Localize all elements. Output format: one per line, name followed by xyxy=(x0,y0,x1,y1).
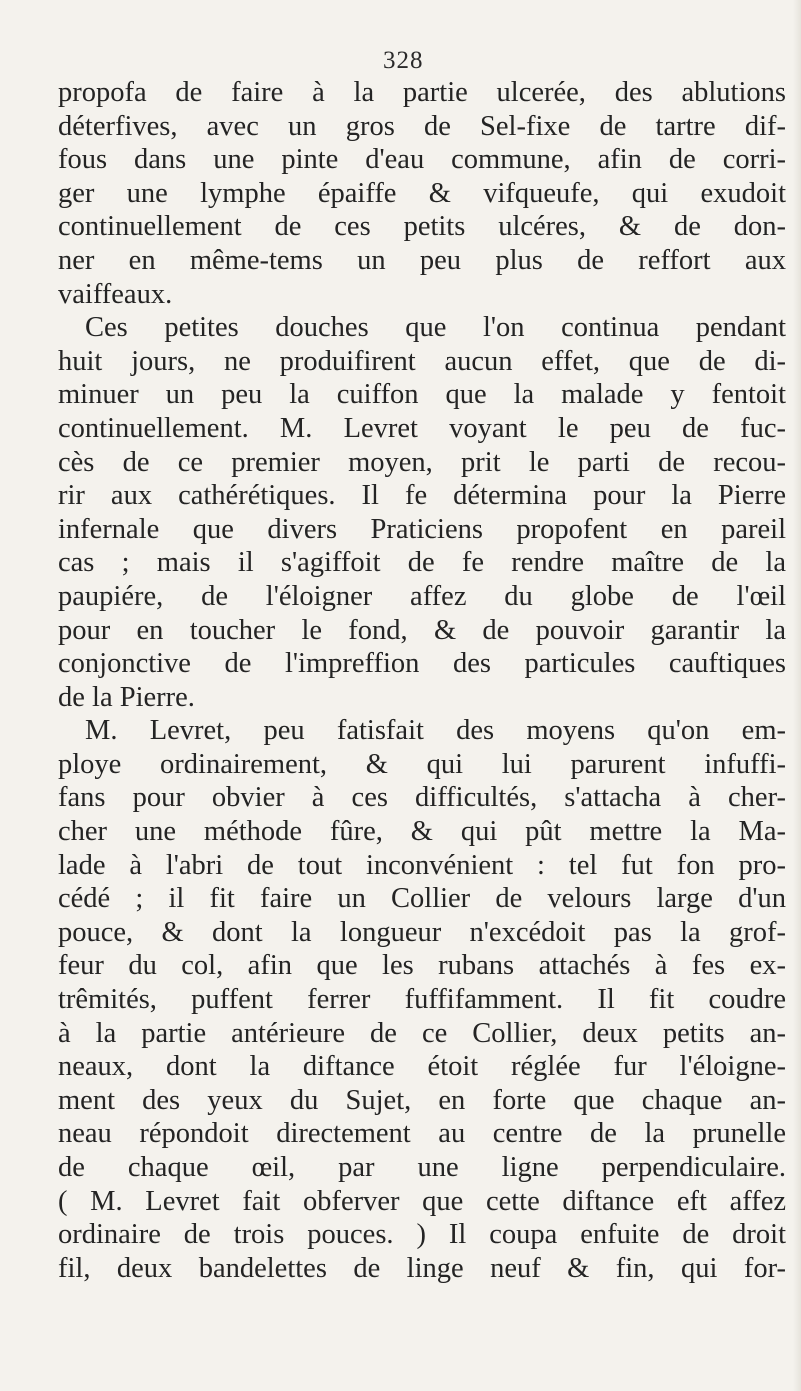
text-line: à la partie antérieure de ce Collier, deux petits an- xyxy=(58,1017,786,1049)
text-line: cès de ce premier moyen, prit le parti de recou- xyxy=(58,446,786,478)
text-line: ner en même-tems un peu plus de reffort aux xyxy=(58,244,786,276)
text-line: neaux, dont la diftance étoit réglée fur l'éloigne- xyxy=(58,1051,786,1083)
body-text xyxy=(58,76,786,1285)
text-line: rir aux cathérétiques. Il fe détermina pour la Pierre xyxy=(58,480,786,512)
text-line: ment des yeux du Sujet, en forte que chaque an- xyxy=(58,1084,786,1116)
text-line: cher une méthode fûre, & qui pût mettre la Ma- xyxy=(58,816,786,848)
text-line: déterfives, avec un gros de Sel-fixe de tartre dif- xyxy=(58,110,786,142)
text-line: pour en toucher le fond, & de pouvoir garantir la xyxy=(58,614,786,646)
text-line: continuellement. M. Levret voyant le peu de fuc- xyxy=(58,412,786,444)
text-line: pouce, & dont la longueur n'excédoit pas la grof- xyxy=(58,916,786,948)
text-line: fans pour obvier à ces difficultés, s'attacha à cher- xyxy=(58,782,786,814)
text-line: de la Pierre. xyxy=(58,681,195,713)
text-line: infernale que divers Praticiens propofent en pareil xyxy=(58,513,786,545)
paragraph-start-line: Ces petites douches que l'on continua pendant xyxy=(85,312,786,344)
text-line: cas ; mais il s'agiffoit de fe rendre maître de la xyxy=(58,547,786,579)
text-line: minuer un peu la cuiffon que la malade y fentoit xyxy=(58,379,786,411)
text-line: feur du col, afin que les rubans attachés à fes ex- xyxy=(58,950,786,982)
text-line: ( M. Levret fait obferver que cette diftance eft affez xyxy=(58,1185,786,1217)
text-line: paupiére, de l'éloigner affez du globe de l'œil xyxy=(58,580,786,612)
text-line: ger une lymphe épaiffe & vifqueufe, qui exudoit xyxy=(58,177,786,209)
text-line: huit jours, ne produifirent aucun effet, que de di- xyxy=(58,345,786,377)
text-line: conjonctive de l'impreffion des particules cauftiques xyxy=(58,648,786,680)
text-line: lade à l'abri de tout inconvénient : tel fut fon pro- xyxy=(58,849,786,881)
text-line: propofa de faire à la partie ulcerée, des ablutions xyxy=(58,77,786,108)
page-edge xyxy=(793,0,801,1391)
text-line: ordinaire de trois pouces. ) Il coupa enfuite de droit xyxy=(58,1219,786,1251)
text-line: vaiffeaux. xyxy=(58,278,173,310)
paragraph-start-line: M. Levret, peu fatisfait des moyens qu'on em- xyxy=(85,715,786,747)
text-line: fous dans une pinte d'eau commune, afin de corri- xyxy=(58,144,786,176)
text-line: neau répondoit directement au centre de la prunelle xyxy=(58,1118,786,1150)
text-line: trêmités, puffent ferrer fuffifamment. Il fit coudre xyxy=(58,984,786,1016)
text-line: de chaque œil, par une ligne perpendiculaire. xyxy=(58,1152,786,1183)
text-line: fil, deux bandelettes de linge neuf & fin, qui for- xyxy=(58,1252,786,1284)
text-line: cédé ; il fit faire un Collier de velours large d'un xyxy=(58,883,786,915)
text-line: ploye ordinairement, & qui lui parurent infuffi- xyxy=(58,748,786,780)
text-line: continuellement de ces petits ulcéres, & de don- xyxy=(58,211,786,243)
page-number: 328 xyxy=(383,47,424,74)
